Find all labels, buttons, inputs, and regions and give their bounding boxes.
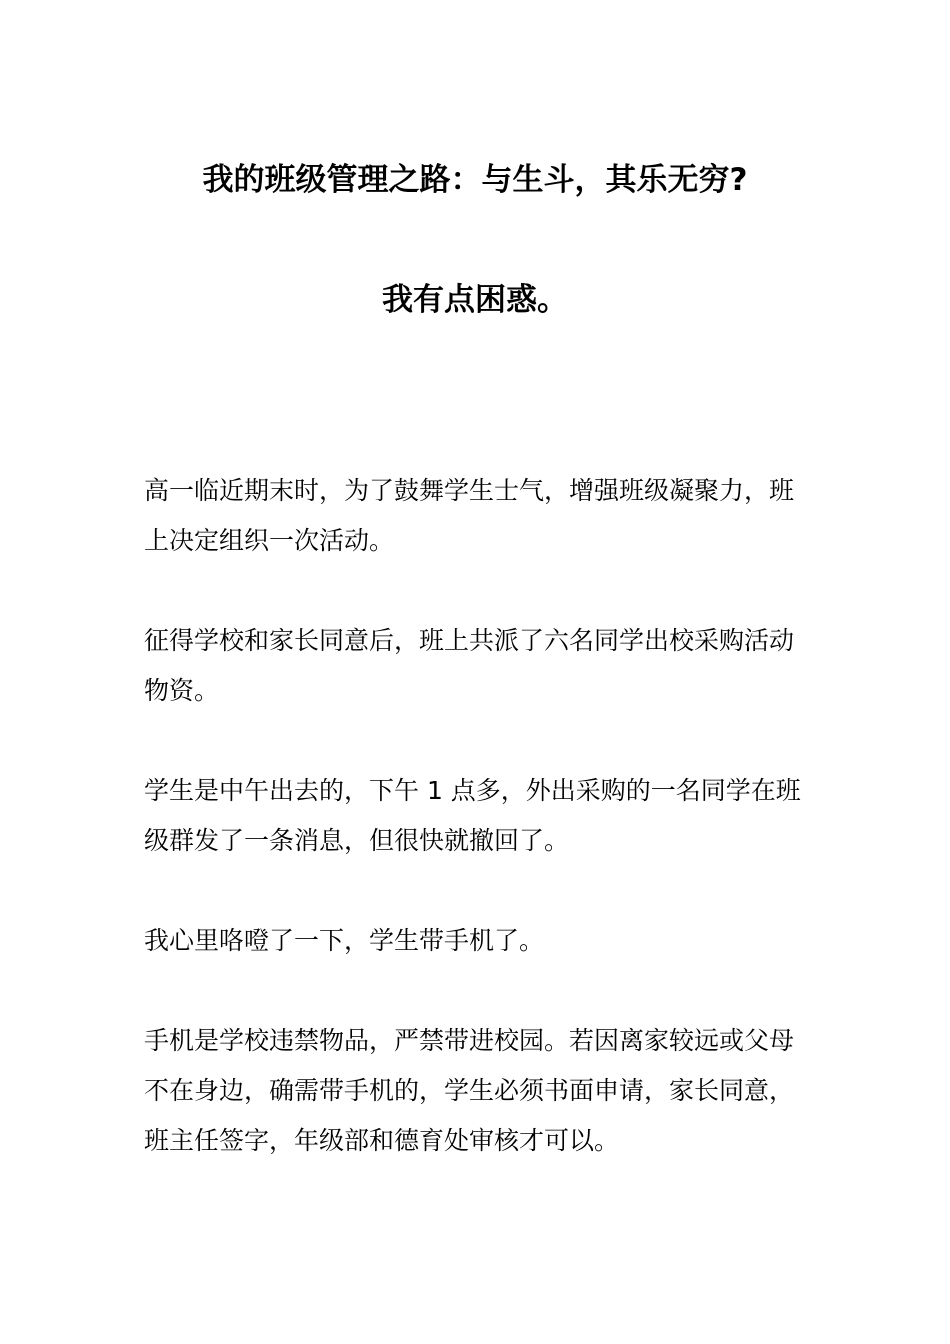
paragraph: 征得学校和家长同意后，班上共派了六名同学出校采购活动物资。 <box>144 626 795 705</box>
paragraph: 手机是学校违禁物品，严禁带进校园。若因离家较远或父母不在身边，确需带手机的，学生必须书面申请，家长同意，班主任签字，年级部和德育处审核才可以。 <box>144 1026 795 1155</box>
document-title: 我的班级管理之路：与生斗，其乐无穷? <box>202 162 748 198</box>
paragraph: 我心里咯噔了一下，学生带手机了。 <box>144 926 545 955</box>
paragraph: 学生是中午出去的，下午 1 点多，外出采购的一名同学在班级群发了一条消息，但很快就撤回了。 <box>144 776 801 855</box>
paragraph: 高一临近期末时，为了鼓舞学生士气，增强班级凝聚力，班上决定组织一次活动。 <box>144 476 795 555</box>
document-subtitle: 我有点困惑。 <box>382 282 568 318</box>
document-body <box>144 466 809 1216</box>
